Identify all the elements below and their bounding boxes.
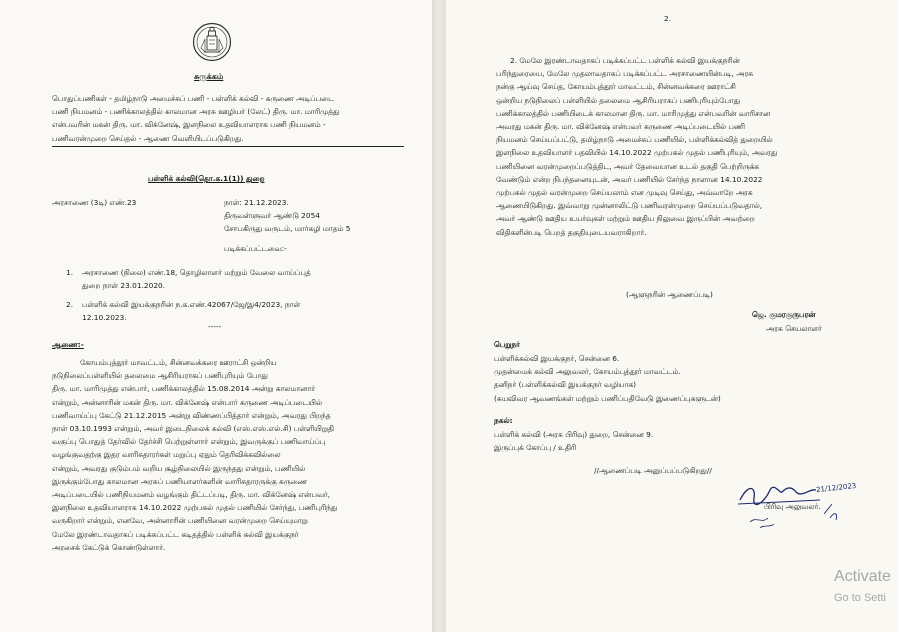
order-line: கோயம்புத்தூர் மாவட்டம், சின்னவக்கரை ஊராட்சி ஒன்றிய <box>80 358 277 367</box>
order-line: வழங்குவதற்கு இதர வாரிசுதாரர்கள் மறுப்பு ஏதும் தெரிவிக்கவில்லை <box>52 450 281 460</box>
order-line: அரசைக் கேட்டுக் கொண்டுள்ளார். <box>52 542 166 552</box>
date-line: திருவள்ளுவர் ஆண்டு 2054 <box>224 211 320 221</box>
date-line: சோபகிருது வருடம், மார்கழி மாதம் 5 <box>224 224 351 234</box>
para2-line: ஒன்றிய நடுநிலைப் பள்ளியில் தலைமை ஆசிரியராகப் பணிபுரியும்போது <box>496 95 741 105</box>
para2-line: நன்கு ஆய்வு செய்த, கோயம்புத்தூர் மாவட்டம், சின்னவக்கரை ஊராட்சி <box>496 82 736 92</box>
para2-line: பணியினை வரன்முறைப்படுத்திட, அவர் தேவையான உடல் தகுதி பெற்றிருக்க <box>496 161 760 171</box>
signatory-name: ஜெ. குமரகுருபரன் <box>752 310 816 319</box>
forwarded-text: //ஆணைப்படி அனுப்பப்படுகிறது// <box>594 466 712 475</box>
copy-label: நகல்: <box>494 416 513 425</box>
para2-line: வேண்டும் என்ற நிபந்தனையுடன், அவர் பணியில் சேர்ந்த நாளான 14.10.2022 <box>496 174 763 184</box>
section-officer-title: பிரிவு அலுவலர். <box>764 502 821 511</box>
reference-number: 1. <box>66 268 74 277</box>
para2-line: முற்பகல் முதல் வரன்முறை செய்யலாம் என முடிவு செய்து, அவ்வாறே அரசு <box>496 188 753 198</box>
para2-line: நியமனம் செய்யப்பட்டு, தமிழ்நாடு அமைச்சுப் பணியில், பள்ளிக்கல்வித் துறையில் <box>496 135 773 145</box>
to-line: தனிநர் (பள்ளிக்கல்வி இயக்குநர் வழியாக) <box>494 380 637 390</box>
order-line: நடுநிலைப்பள்ளியில் தலைமை ஆசிரியராகப் பணிபுரியும் போது <box>52 371 268 381</box>
to-line: (சுயவிவர ஆவணங்கள் மற்றும் பணிப்பதிவேடு இணைப்புகளுடன்) <box>494 393 721 403</box>
to-line: முதன்மைக் கல்வி அலுவலர், கோயம்புத்தூர் மாவட்டம். <box>494 367 681 377</box>
summary-title: சுருக்கம் <box>194 72 224 81</box>
to-line: பள்ளிக்கல்வி இயக்குநர், சென்னை 6. <box>494 354 620 363</box>
order-line: திரு. மா. மாரிமுத்து என்பார், பணிக்காலத்தில் 15.08.2014 அன்று காலமானார் <box>52 384 316 394</box>
reference-line: துறை நாள் 23.01.2020. <box>82 281 166 290</box>
right-page <box>446 0 898 632</box>
book-gutter <box>432 0 446 632</box>
summary-line: பொதுப்பணிகள் - தமிழ்நாடு அமைச்சுப் பணி - பள்ளிக் கல்வி - கருணை அடிப்படை <box>52 94 334 103</box>
order-line: இளநிலை உதவியாளராக 14.10.2022 முற்பகல் முதல் பணியில் சேர்ந்து, பணிபுரிந்து <box>52 503 338 513</box>
order-line: வகுப்பு பொதுத் தேர்வில் தேர்ச்சி பெற்றுள்ளார் என்றும், இவருக்குப் பணிவாய்ப்பு <box>52 437 326 447</box>
order-line: என்றும், அவரது குடும்பம் வறிய சூழ்நிலையில் இருந்தது என்றும், பணியில் <box>52 463 306 473</box>
reference-line: பள்ளிக் கல்வி இயக்குநரின் ந.க.எண்.42067/ஜே/இ4/2023, நாள் <box>82 300 301 309</box>
tamil-nadu-emblem-icon <box>192 22 232 62</box>
order-heading: ஆணை:- <box>52 340 84 349</box>
signatory-title: அரசு செயலாளர் <box>766 324 822 333</box>
summary-line: பணி நியமனம் - பணிக்காலத்தில் காலமான அரசு ஊழியர் (லேட்) திரு. மா. மாரிமுத்து <box>52 107 340 117</box>
para2-line: அவர் ஆண்டு ஊதிய உயர்வுகள் மற்றும் ஊதிய நிலுவை இருப்பின் அவற்றை <box>496 214 755 224</box>
order-line: வருகிறார் என்றும், எனவே, அன்னாரின் பணியினை வரன்முறை செய்யுமாறு <box>52 516 308 526</box>
para2-line: ஆணையிடுகிறது. இவ்வாறு முன்னாலிட்டு பணிவரன்முறை செய்யப்படுவதால், <box>496 201 763 211</box>
windows-activation-hint: Go to Setti <box>834 592 886 604</box>
order-line: இருக்கும்போது காலமான அரசுப் பணியாளர்களின் வாரிசுதாரருக்கு கருணை <box>52 476 307 486</box>
summary-block <box>52 92 339 145</box>
order-line: நாள் 03.10.1993 என்றும், அவர் இடைநிலைக் கல்வி (எஸ்.எஸ்.எல்.சி) பள்ளியிறுதி <box>52 424 334 434</box>
order-line: என்றும், அன்னாரின் மகன் திரு. மா. விக்னேஷ் என்பார் கருணை அடிப்படையில் <box>52 397 322 407</box>
go-number: அரசாணை (3டி) எண்.23 <box>52 198 137 207</box>
to-label: பெறுநர் <box>494 340 521 349</box>
reference-line: 12.10.2023. <box>82 313 127 322</box>
read-label: படிக்கப்பட்டவை:- <box>224 244 287 253</box>
summary-line: என்பவரின் மகன் திரு. மா. விக்னேஷ், இளநிலை உதவியாளராக பணி நியமனம் - <box>52 120 326 130</box>
para2-line: பரிந்துரையை, மேலே முதலாவதாகப் படிக்கப்பட்ட அரசாணையின்படி, அரசு <box>496 69 754 79</box>
para2-line: 2. மேலே இரண்டாவதாகப் படிக்கப்பட்ட பள்ளிக் கல்வி இயக்குநரின் <box>510 56 740 65</box>
para2-line: விதிகளின்படி பெறத் தகுதியுடையவராகிறார். <box>496 227 647 237</box>
signature-date: 21/12/2023 <box>815 481 857 495</box>
date-block <box>224 196 350 236</box>
copy-line: இருப்புக் கோப்பு / உதிரி <box>494 443 577 453</box>
copy-list <box>494 428 653 454</box>
date-line: நாள்: 21.12.2023. <box>224 198 289 207</box>
to-list <box>494 352 721 405</box>
copy-line: பள்ளிக் கல்வி (அரசு பிரிவு) துறை, சென்னை 9. <box>494 430 654 439</box>
order-line: மேலே இரண்டாவதாகப் படிக்கப்பட்ட கடிதத்தில் பள்ளிக் கல்வி இயக்குநர் <box>52 529 299 539</box>
department-heading: பள்ளிக் கல்வி(தொ.க.1(1)) துறை <box>148 174 265 183</box>
order-body <box>52 356 337 554</box>
para2-body <box>496 54 777 239</box>
reference-number: 2. <box>66 300 74 309</box>
order-line: பணிவாய்ப்பு கேட்டு 21.12.2015 அன்று விண்ணப்பித்தார் என்றும், அவரது பிறந்த <box>52 410 331 420</box>
summary-line: பணிவரன்முறை செய்தல் - ஆணை வெளியிடப்படுகிறது. <box>52 133 244 143</box>
summary-divider <box>52 146 404 147</box>
separator: ----- <box>208 322 222 331</box>
by-order-text: (ஆளுநரின் ஆணைப்படி) <box>626 290 713 299</box>
para2-line: இளநிலை உதவியாளர் பதவியில் 14.10.2022 முற்பகல் முதல் பணிபுரியும், அவரது <box>496 148 778 158</box>
left-page <box>0 0 432 632</box>
order-line: அடிப்படையில் பணிநியமனம் வழங்கும் திட்டப்படி, திரு. மா. விக்னேஷ் என்பவர், <box>52 490 331 500</box>
para2-line: பணிக்காலத்தில் பணியிடைக் காலமான திரு. மா. மாரிமுத்து என்பவரின் வாரிசான <box>496 108 771 118</box>
para2-line: அவரது மகன் திரு. மா. விக்னேஷ் என்பவர் கருணை அடிப்படையில் பணி <box>496 122 745 132</box>
page-number: 2. <box>664 14 672 23</box>
reference-line: அரசாணை (நிலை) எண்.18, தொழிலாளர் மற்றும் வேலை வாய்ப்புத் <box>82 268 311 277</box>
windows-activation-watermark: Activate <box>834 568 891 585</box>
